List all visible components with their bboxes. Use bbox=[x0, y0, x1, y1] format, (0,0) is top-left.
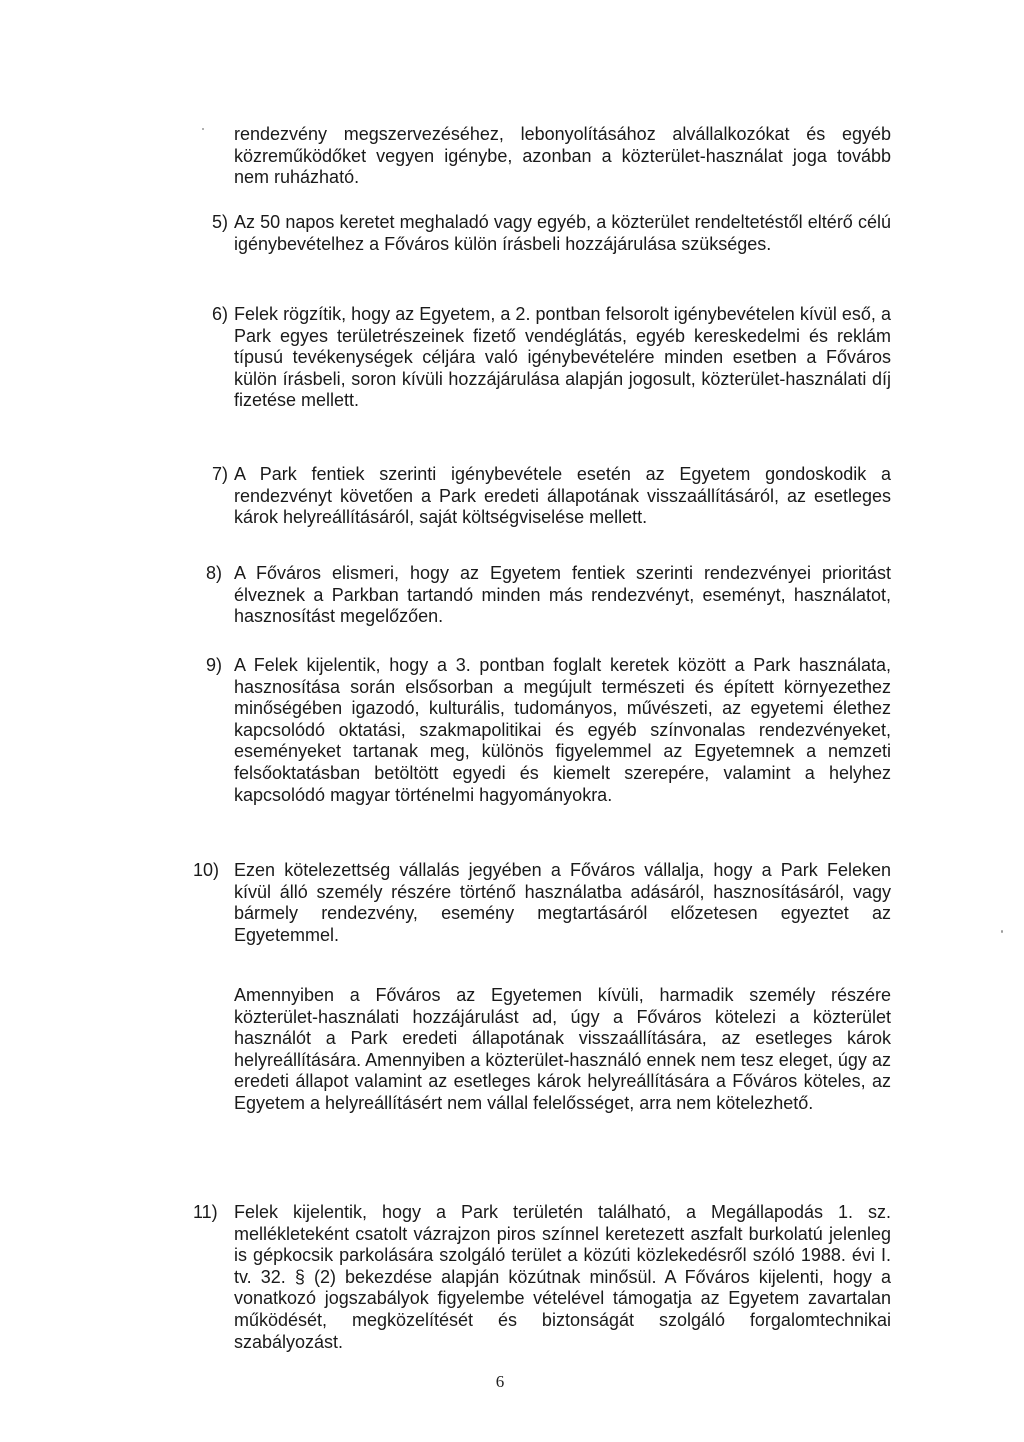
paragraph-number-9: 9) bbox=[206, 655, 223, 675]
paragraph-10: Ezen kötelezettség vállalás jegyében a Főváros vállalja, hogy a Park Feleken kívül álló személy részére történő használatba adásáról, hasznosításáról, vagy bármely rendezvény, esemény megtartásáról előzetesen egyeztet az Egyetemmel. bbox=[234, 860, 891, 945]
paragraph-number-10: 10) bbox=[193, 860, 220, 880]
paragraph-7: A Park fentiek szerinti igénybevétele esetén az Egyetem gondoskodik a rendezvényt követően a Park eredeti állapotának visszaállításáról, az esetleges károk helyreállításáról, saját költségviselése mellett. bbox=[234, 464, 891, 528]
paragraph-number-7: 7) bbox=[212, 464, 229, 484]
paragraph-number-5: 5) bbox=[212, 212, 229, 232]
paragraph-5: Az 50 napos keretet meghaladó vagy egyéb, a közterület rendeltetéstől eltérő célú igénybevételhez a Főváros külön írásbeli hozzájárulása szükséges. bbox=[234, 212, 891, 254]
paragraph-number-11: 11) bbox=[193, 1202, 218, 1222]
paragraph-6: Felek rögzítik, hogy az Egyetem, a 2. pontban felsorolt igénybevételen kívül eső, a Park egyes területrészeinek fizető vendéglátás, egyéb kereskedelmi és reklám típusú tevékenységek céljára való igénybevételére minden esetben a Főváros külön írásbeli, soron kívüli hozzájárulása alapján jogosult, közterület-használati díj fizetése mellett. bbox=[234, 304, 891, 411]
paragraph-number-8: 8) bbox=[206, 563, 223, 583]
scan-speck bbox=[1001, 930, 1003, 933]
paragraph-9: A Felek kijelentik, hogy a 3. pontban foglalt keretek között a Park használata, hasznosítása során elsősorban a megújult természeti és épített környezethez minőségében igazodó, kulturális, tudományos, művészeti, az egyetemi élethez kapcsolódó oktatási, szakmapolitikai és egyéb színvonalas rendezvényeket, eseményeket tartanak meg, különös figyelemmel az Egyetemnek a nemzeti felsőoktatásban betöltött egyedi és kiemelt szerepére, valamint a helyhez kapcsolódó magyar történelmi hagyományokra. bbox=[234, 655, 891, 805]
paragraph-11: Felek kijelentik, hogy a Park területén található, a Megállapodás 1. sz. mellékleteként csatolt vázrajzon piros színnel keretezett aszfalt burkolatú jelenleg is gépkocsik parkolására szolgáló terület a közúti közlekedésről szóló 1988. évi I. tv. 32. § (2) bekezdése alapján közútnak minősül. A Főváros kijelenti, hogy a vonatkozó jogszabályok figyelembe vételével támogatja az Egyetem zavartalan működését, megközelítését és biztonságát szolgáló forgalomtechnikai szabályozást. bbox=[234, 1202, 891, 1352]
paragraph-continuation: rendezvény megszervezéséhez, lebonyolításához alvállalkozókat és egyéb közreműködőket vegyen igénybe, azonban a közterület-használat joga tovább nem ruházható. bbox=[234, 124, 891, 188]
paragraph-number-6: 6) bbox=[212, 304, 229, 324]
paragraph-10-continued: Amennyiben a Főváros az Egyetemen kívüli, harmadik személy részére közterület-használati hozzájárulást ad, úgy a Főváros kötelezi a közterület használót a Park eredeti állapotának visszaállítására, az esetleges károk helyreállítására. Amennyiben a közterület-használó ennek nem tesz eleget, úgy az eredeti állapot valamint az esetleges károk helyreállítására a Főváros köteles, az Egyetem a helyreállításért nem vállal felelősséget, arra nem kötelezhető. bbox=[234, 985, 891, 1113]
scan-speck bbox=[202, 128, 204, 130]
page-number: 6 bbox=[495, 1372, 505, 1391]
paragraph-8: A Főváros elismeri, hogy az Egyetem fentiek szerinti rendezvényei prioritást élveznek a Parkban tartandó minden más rendezvényt, eseményt, használatot, hasznosítást megelőzően. bbox=[234, 563, 891, 627]
